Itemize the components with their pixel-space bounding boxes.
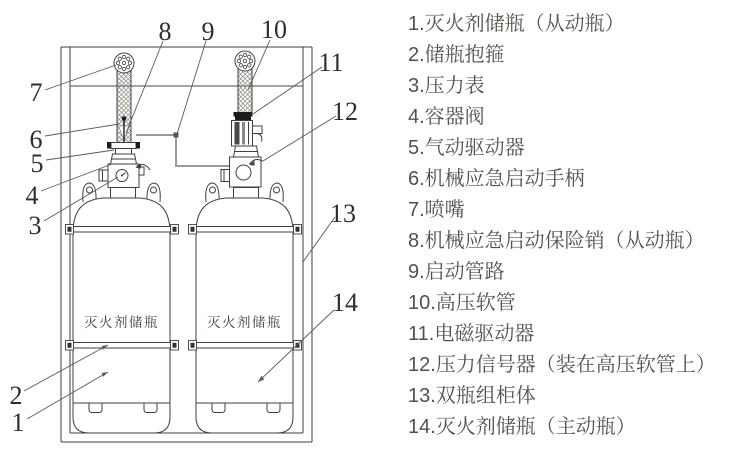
legend-item: 6.机械应急启动手柄 — [408, 168, 585, 190]
callout-14: 14 — [332, 288, 358, 317]
legend-item: 10.高压软管 — [408, 292, 516, 314]
slave-bottle-assembly — [99, 53, 150, 188]
leader-9 — [177, 41, 206, 134]
callout-9: 9 — [201, 17, 215, 46]
legend-item: 2.储瓶抱箍 — [408, 44, 505, 66]
pneumatic-driver — [107, 142, 140, 154]
leader-6 — [45, 124, 119, 136]
bottle-label: 灭火剂储瓶 — [207, 315, 282, 330]
legend-item: 3.压力表 — [408, 75, 485, 97]
legend-item: 12.压力信号器（装在高压软管上） — [408, 354, 716, 376]
leader-8 — [126, 41, 163, 133]
start-pipe — [136, 133, 233, 167]
container-valve — [99, 154, 150, 188]
callout-3: 3 — [28, 211, 42, 240]
callout-11: 11 — [318, 48, 344, 77]
solenoid-driver — [232, 112, 263, 146]
nozzle-icon — [114, 53, 134, 73]
legend-item: 11.电磁驱动器 — [408, 323, 535, 345]
bottle-neck-flange — [234, 188, 259, 199]
legend-item: 7.喷嘴 — [408, 199, 465, 221]
legend — [408, 9, 716, 443]
bottle-neck-flange — [111, 188, 136, 199]
nozzle-icon — [235, 51, 255, 71]
callout-12: 12 — [332, 97, 358, 126]
legend-item: 1.灭火剂储瓶（从动瓶） — [408, 13, 625, 35]
callout-7: 7 — [29, 78, 43, 107]
bottle-master — [196, 183, 293, 433]
callout-10: 10 — [261, 15, 287, 44]
legend-item: 8.机械应急启动保险销（从动瓶） — [408, 230, 705, 252]
bottle-slave — [73, 183, 170, 433]
leader-12 — [263, 116, 336, 161]
callout-2: 2 — [9, 381, 23, 410]
legend-item: 4.容器阀 — [408, 106, 485, 128]
pressure-gauge — [116, 170, 128, 182]
callout-8: 8 — [158, 17, 172, 46]
callout-1: 1 — [11, 408, 25, 437]
bottle-label: 灭火剂储瓶 — [84, 315, 159, 330]
legend-item: 5.气动驱动器 — [408, 137, 525, 159]
callout-13: 13 — [330, 199, 356, 228]
callout-6: 6 — [29, 125, 43, 154]
legend-item: 9.启动管路 — [408, 261, 505, 283]
callout-5: 5 — [30, 149, 44, 178]
legend-item: 14.灭火剂储瓶（主动瓶） — [408, 416, 636, 438]
callout-4: 4 — [25, 181, 39, 210]
leader-5 — [46, 150, 114, 160]
high-pressure-hose — [238, 69, 252, 113]
legend-item: 13.双瓶组柜体 — [408, 385, 536, 407]
